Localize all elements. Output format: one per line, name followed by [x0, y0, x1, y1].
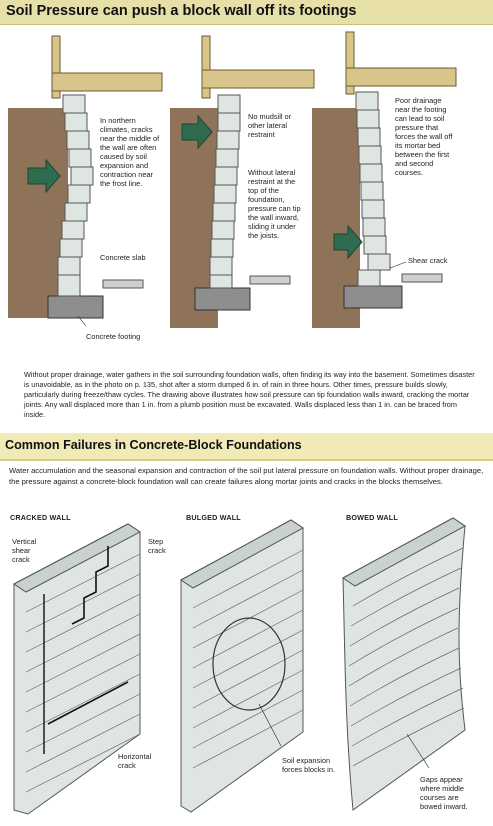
bowed-wall-illustration	[337, 504, 477, 814]
footing	[344, 286, 402, 308]
footing	[195, 288, 250, 310]
page-title: Soil Pressure can push a block wall off its footings	[6, 3, 357, 19]
block-courses	[356, 92, 390, 286]
wall-diagram-3	[312, 28, 472, 348]
bulged-wall-title: BULGED WALL	[186, 513, 241, 522]
bowed-wall-title: BOWED WALL	[346, 513, 398, 522]
section-title: Common Failures in Concrete-Block Foundations	[5, 438, 302, 452]
wall-face	[14, 524, 140, 814]
panel2-note-top: No mudsill or other lateral restraint	[248, 112, 292, 139]
shear-crack-label: Shear crack	[408, 256, 448, 265]
leader-line	[390, 262, 406, 268]
horizontal-crack-label: Horizontal crack	[118, 752, 152, 770]
vertical-shear-crack-label: Vertical shear crack	[12, 537, 37, 564]
panel2-note: Without lateral restraint at the top of the foundation, pressure can tip the wall inward, sliding it under the joists.	[248, 168, 301, 240]
section-bar	[0, 433, 493, 461]
figure-caption: Without proper drainage, water gathers in the soil surrounding foundation walls, often finding its way into the basement. Sometimes disaster is unavoidable, as in the photo on p. 135, shot after a storm dumped 6 in. of rain in three hours. Other times, pressure builds slowly, particularly during freeze/thaw cycles. The drawing above illustrates how soil pressure can tip foundation walls inward, cracking the mortar joints. Any wall displaced more than 1 in. from a plumb position must be excavated. Walls displaced less than 1 in. can be braced from inside.	[24, 370, 475, 419]
slab	[250, 276, 290, 284]
step-crack-label: Step crack	[148, 537, 166, 555]
title-bar	[0, 0, 493, 25]
slab	[402, 274, 442, 282]
bulged-wall-label: Soil expansion forces blocks in.	[282, 756, 335, 774]
panel3-note: Poor drainage near the footing can lead to soil pressure that forces the wall off its mortar bed between the first and second courses.	[395, 96, 453, 177]
floor-joist	[346, 68, 456, 86]
wall-diagram-1	[8, 28, 168, 348]
wall-face	[343, 518, 465, 810]
floor-joist	[202, 70, 314, 88]
footing	[48, 296, 103, 318]
floor-joist	[52, 73, 162, 91]
panel1-note: In northern climates, cracks near the middle of the wall are often caused by soil expansion and contraction near the frost line.	[100, 116, 160, 188]
bowed-wall-label: Gaps appear where middle courses are bowed inward.	[420, 775, 468, 811]
wall-stud	[202, 36, 210, 98]
section-intro: Water accumulation and the seasonal expansion and contraction of the soil put lateral pressure on foundation walls. Without proper drainage, the pressure against a concrete-block foundation wall can create failures along mortar joints and cracks in the blocks themselves.	[9, 466, 484, 486]
cracked-wall-title: CRACKED WALL	[10, 513, 71, 522]
concrete-slab-label: Concrete slab	[100, 253, 146, 262]
concrete-footing-label: Concrete footing	[86, 332, 141, 341]
slab	[103, 280, 143, 288]
